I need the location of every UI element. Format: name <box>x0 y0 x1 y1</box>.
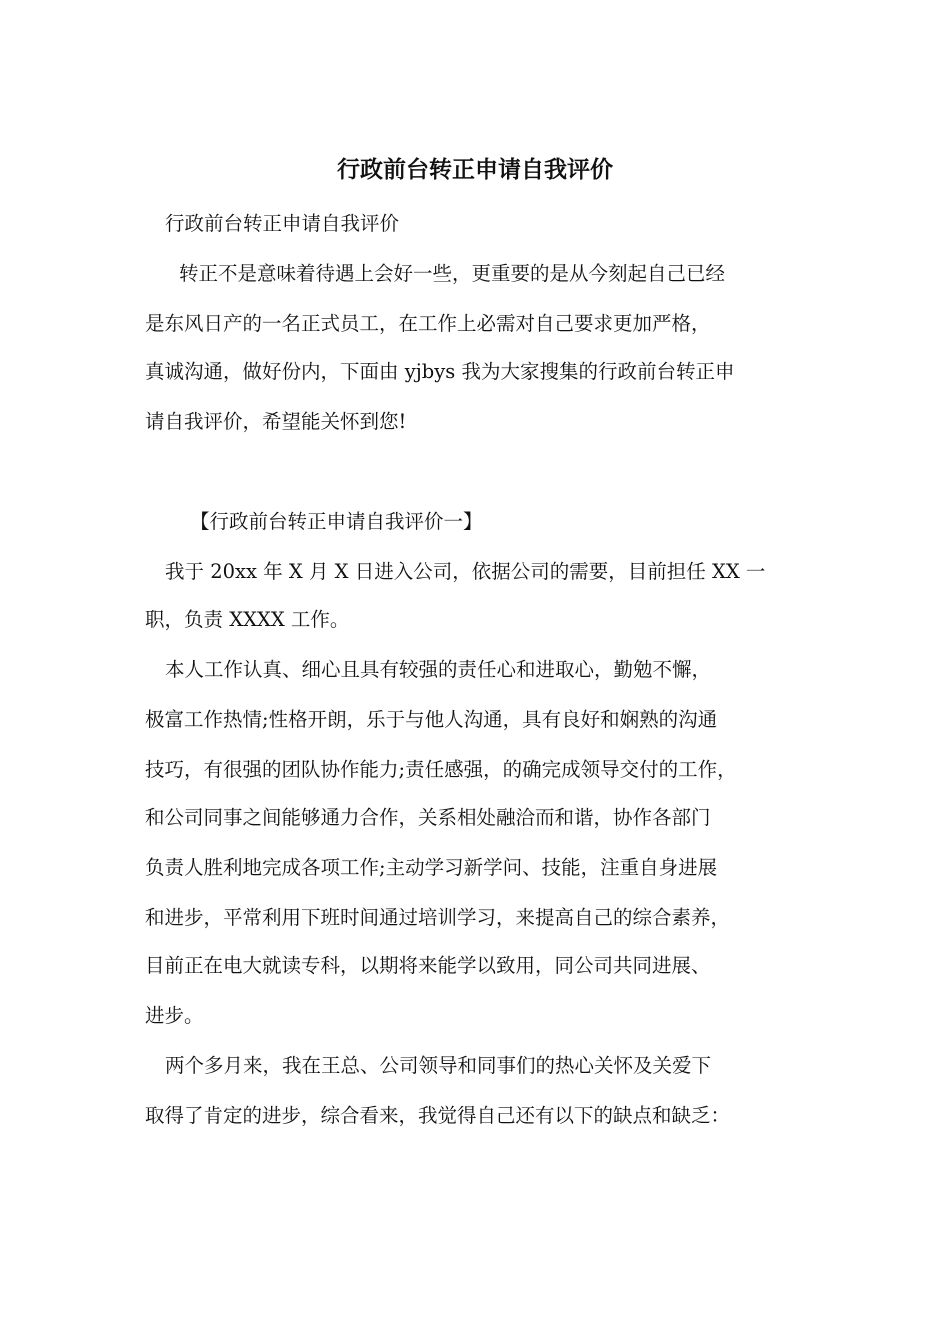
para2-line-5: 负责人胜利地完成各项工作;主动学习新学问、技能，注重自身进展 <box>145 856 718 879</box>
intro-line-4: 请自我评价，希望能关怀到您! <box>145 410 407 433</box>
section-heading: 【行政前台转正申请自我评价一】 <box>190 510 483 533</box>
para1-line-2: 职，负责 XXXX 工作。 <box>145 608 350 631</box>
para3-line-1: 两个多月来，我在王总、公司领导和同事们的热心关怀及关爱下 <box>165 1054 712 1077</box>
para2-line-1: 本人工作认真、细心且具有较强的责任心和进取心，勤勉不懈， <box>165 658 712 681</box>
para2-line-6: 和进步，平常利用下班时间通过培训学习，来提高自己的综合素养， <box>145 906 731 929</box>
para2-line-7: 目前正在电大就读专科，以期将来能学以致用，同公司共同进展、 <box>145 954 711 977</box>
para2-line-4: 和公司同事之间能够通力合作，关系相处融洽而和谐，协作各部门 <box>145 806 711 829</box>
para3-line-2: 取得了肯定的进步，综合看来，我觉得自己还有以下的缺点和缺乏： <box>145 1104 731 1127</box>
document-title: 行政前台转正申请自我评价 <box>337 156 613 183</box>
intro-line-3: 真诚沟通，做好份内，下面由 yjbys 我为大家搜集的行政前台转正申 <box>145 360 735 383</box>
para2-line-2: 极富工作热情;性格开朗，乐于与他人沟通，具有良好和娴熟的沟通 <box>145 708 718 731</box>
para2-line-8: 进步。 <box>145 1004 204 1027</box>
document-subtitle: 行政前台转正申请自我评价 <box>165 212 400 235</box>
para1-line-1: 我于 20xx 年 X 月 X 日进入公司，依据公司的需要，目前担任 XX 一 <box>165 560 766 583</box>
intro-line-1: 转正不是意味着待遇上会好一些，更重要的是从今刻起自己已经 <box>179 262 726 285</box>
para2-line-3: 技巧，有很强的团队协作能力;责任感强，的确完成领导交付的工作， <box>145 758 737 781</box>
intro-line-2: 是东风日产的一名正式员工，在工作上必需对自己要求更加严格， <box>145 312 711 335</box>
